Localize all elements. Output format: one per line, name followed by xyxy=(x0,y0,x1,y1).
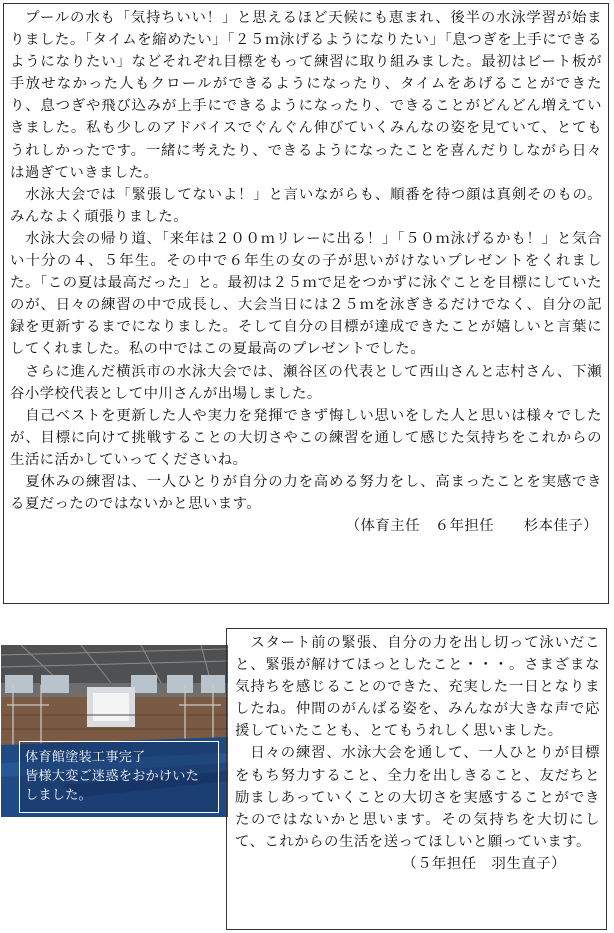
caption-line: 皆様大変ご迷惑をおかけいた xyxy=(25,769,200,784)
article-paragraph: 水泳大会の帰り道、「来年は２００ｍリレーに出る！」「５０ｍ泳げるかも！」と気合い十分の４、５年生。その中で６年生の女の子が思いがけないプレゼントをくれました。「この夏は最高だった」と。最初は２５ｍで足をつかずに泳ぐことを目標にしていたのが、日々の練習の中で成長し、大会当日には２５ｍを泳ぎきるだけでなく、自分の記録を更新するまでになりました。そして自分の目標が達成できたことが嬉しいと言葉にしてくれました。私の中ではこの夏最高のプレゼントでした。 xyxy=(10,230,602,358)
photo-caption xyxy=(19,741,219,813)
gymnasium-photo xyxy=(1,645,228,817)
grade5-article-box xyxy=(226,628,607,930)
article-paragraph: 水泳大会では「緊張してないよ！」と言いながらも、順番を待つ顔は真剣そのもの。みんなよく頑張りました。 xyxy=(10,186,602,225)
article-paragraph: プールの水も「気持ちいい！」と思えるほど天候にも恵まれ、後半の水泳学習が始まりました。「タイムを縮めたい」「２５ｍ泳げるようになりたい」「息つぎを上手にできるようになりたい」などそれぞれ目標をもって練習に取り組みました。最初はビート板が手放せなかった人もクロールができるようになったり、タイムをあげることができたり、息つぎや飛び込みが上手にできるようになったり、できることがどんどん増えていきました。私も少しのアドバイスでぐんぐん伸びていくみんなの姿を見ていて、とてもうれしかったです。一緒に考えたり、できるようになったことを喜んだりしながら日々は過ぎていきました。 xyxy=(10,10,602,181)
caption-line: しました。 xyxy=(25,788,92,803)
article-paragraph: 夏休みの練習は、一人ひとりが自分の力を高める努力をし、高まったことを実感できる夏だったのではないかと思います。 xyxy=(10,473,602,513)
article-paragraph: 自己ベストを更新した人や実力を発揮できず悔しい思いをした人と思いは様々でしたが、目標に向けて挑戦することの大切さやこの練習を通して感じた気持ちをこれからの生活に活かしていってくださいね。 xyxy=(10,407,602,468)
article-signature: （５年担任 羽生直子） xyxy=(402,855,566,872)
caption-line: 体育館塗装工事完了 xyxy=(25,750,146,765)
pe-article-box xyxy=(3,3,609,604)
article-signature: （体育主任 ６年担任 杉本佳子） xyxy=(345,518,598,535)
article-paragraph: さらに進んだ横浜市の水泳大会では、瀬谷区の代表として西山さんと志村さん、下瀬谷小学校代表として中川さんが出場しました。 xyxy=(10,363,602,402)
article-paragraph: スタート前の緊張、自分の力を出し切って泳いだこと、緊張が解けてほっとしたこと・・・。さまざまな気持ちを感じることのできた、充実した一日となりましたね。仲間のがんばる姿を、みんなが大きな声で応援していたことも、とてもうれしく思いました。 xyxy=(235,635,600,740)
article-paragraph: 日々の練習、水泳大会を通して、一人ひとりが目標をもち努力すること、全力を出しきること、友だちと励ましあっていくことの大切さを実感することができたのではないかと思います。その気持ちを大切にして、これからの生活を送ってほしいと願っています。 xyxy=(235,745,600,850)
